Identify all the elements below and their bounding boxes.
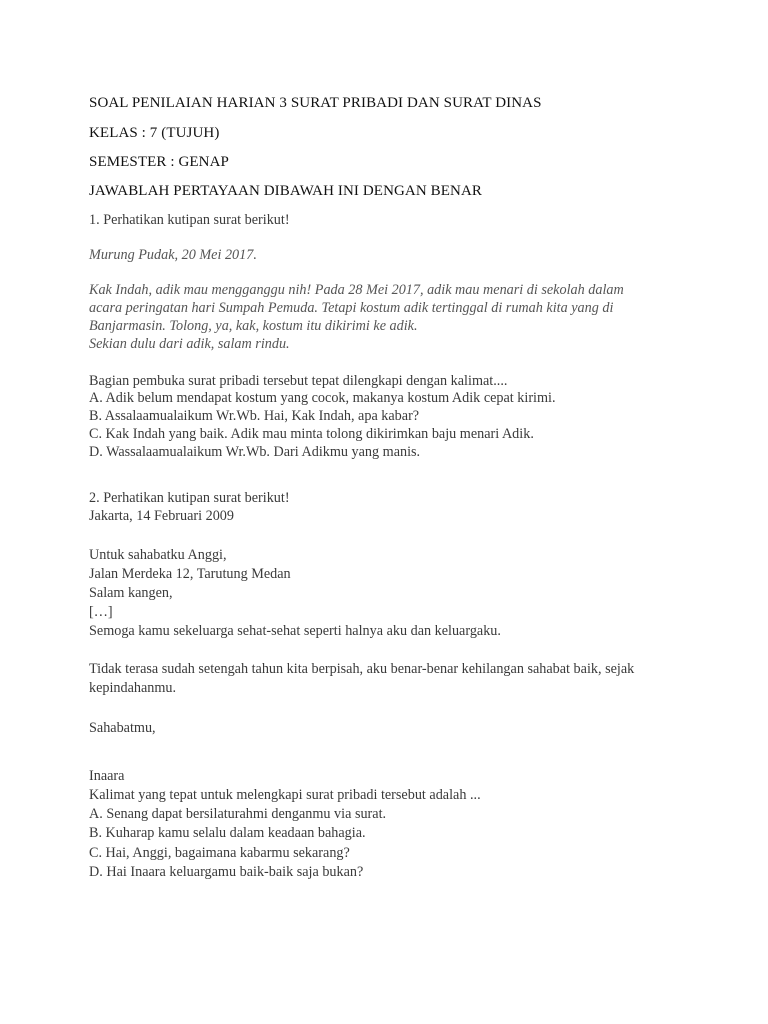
q2-option-c: C. Hai, Anggi, bagaimana kabarmu sekarang? bbox=[89, 845, 350, 861]
q2-letter-blank: […] bbox=[89, 604, 113, 620]
q2-letter-greeting: Salam kangen, bbox=[89, 585, 173, 601]
q2-letter-address: Jalan Merdeka 12, Tarutung Medan bbox=[89, 566, 291, 582]
document-title: SOAL PENILAIAN HARIAN 3 SURAT PRIBADI DAN SURAT DINAS bbox=[89, 95, 542, 111]
q2-letter-closing: Sahabatmu, bbox=[89, 720, 156, 736]
q1-letter-body-line: acara peringatan hari Sumpah Pemuda. Tetapi kostum adik tertinggal di rumah kita yang di bbox=[89, 300, 614, 316]
q2-letter-date: Jakarta, 14 Februari 2009 bbox=[89, 508, 234, 524]
semester-line: SEMESTER : GENAP bbox=[89, 154, 229, 170]
q1-option-a: A. Adik belum mendapat kostum yang cocok, makanya kostum Adik cepat kirimi. bbox=[89, 390, 556, 406]
q2-option-a: A. Senang dapat bersilaturahmi denganmu via surat. bbox=[89, 806, 387, 822]
q2-question: Kalimat yang tepat untuk melengkapi surat pribadi tersebut adalah ... bbox=[89, 787, 481, 803]
q2-letter-recipient: Untuk sahabatku Anggi, bbox=[89, 547, 227, 563]
q1-option-c: C. Kak Indah yang baik. Adik mau minta tolong dikirimkan baju menari Adik. bbox=[89, 426, 534, 442]
class-line: KELAS : 7 (TUJUH) bbox=[89, 125, 220, 141]
q2-letter-sender: Inaara bbox=[89, 768, 125, 784]
q2-option-d: D. Hai Inaara keluargamu baik-baik saja bukan? bbox=[89, 864, 364, 880]
q1-letter-body-line: Kak Indah, adik mau mengganggu nih! Pada 28 Mei 2017, adik mau menari di sekolah dalam bbox=[89, 282, 624, 298]
q1-letter-date: Murung Pudak, 20 Mei 2017. bbox=[89, 247, 257, 263]
q2-letter-body: Semoga kamu sekeluarga sehat-sehat seperti halnya aku dan keluargaku. bbox=[89, 623, 501, 639]
q2-prompt: 2. Perhatikan kutipan surat berikut! bbox=[89, 490, 290, 506]
q1-option-b: B. Assalaamualaikum Wr.Wb. Hai, Kak Indah, apa kabar? bbox=[89, 408, 420, 424]
q2-letter-body-line: Tidak terasa sudah setengah tahun kita berpisah, aku benar-benar kehilangan sahabat baik, sejak bbox=[89, 661, 635, 677]
q1-letter-body-line: Sekian dulu dari adik, salam rindu. bbox=[89, 336, 290, 352]
q2-option-b: B. Kuharap kamu selalu dalam keadaan bahagia. bbox=[89, 825, 366, 841]
q2-letter-body-line: kepindahanmu. bbox=[89, 680, 177, 696]
q1-option-d: D. Wassalaamualaikum Wr.Wb. Dari Adikmu yang manis. bbox=[89, 444, 421, 460]
q1-letter-body-line: Banjarmasin. Tolong, ya, kak, kostum itu dikirimi ke adik. bbox=[89, 318, 418, 334]
q1-question: Bagian pembuka surat pribadi tersebut tepat dilengkapi dengan kalimat.... bbox=[89, 373, 508, 389]
q1-prompt: 1. Perhatikan kutipan surat berikut! bbox=[89, 212, 290, 228]
instruction-line: JAWABLAH PERTAYAAN DIBAWAH INI DENGAN BENAR bbox=[89, 183, 482, 199]
